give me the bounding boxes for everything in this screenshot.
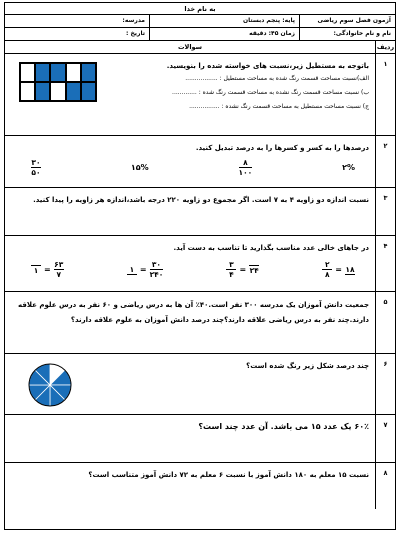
question-row-7	[5, 415, 395, 463]
question-row-2	[5, 136, 395, 188]
question-number: ۶	[375, 354, 395, 414]
denominator: ۲۴	[249, 265, 259, 275]
denominator: ۷	[56, 270, 62, 279]
shaded-circle	[27, 362, 73, 408]
shaded-cell	[66, 82, 81, 101]
header-row-2	[5, 28, 395, 41]
questions-column-label: سوالات	[177, 43, 203, 51]
exam-sheet	[4, 2, 396, 530]
denominator: ۴	[229, 270, 234, 279]
percent-item: ۱۵%	[130, 162, 149, 172]
question-number: ۲	[375, 136, 395, 187]
question-row-3	[5, 188, 395, 236]
sub-question-a: الف)نسبت مساحت قسمت رنگ شده به مساحت مستطیل : .................	[185, 75, 369, 82]
empty-cell	[20, 63, 35, 82]
fraction	[54, 260, 64, 279]
empty-cell	[66, 63, 81, 82]
question-number: ۸	[375, 463, 395, 509]
denominator: ۲۴۰	[149, 270, 164, 279]
question-text: نسبت اندازه دو زاویه ۴ به ۷ است. اگر مجموع دو زاویه ۲۲۰ درجه باشد،اندازه هر زاویه را پیدا کنید.	[33, 196, 369, 204]
sub-question-b: ب) نسبت مساحت قسمت رنگ نشده به مساحت قسمت رنگ شده : .............	[172, 89, 369, 96]
student-name-label: نام و نام خانوادگی:	[333, 30, 391, 37]
fraction	[226, 260, 236, 279]
question-text: نسبت ۱۵ معلم به ۱۸۰ دانش آموز با نسبت ۶ معلم به ۷۲ دانش آموز متناسب است؟	[88, 471, 369, 479]
numerator: ۶۳	[54, 260, 64, 269]
question-row-4	[5, 236, 395, 292]
question-number: ۴	[375, 236, 395, 291]
shaded-rectangle	[19, 62, 97, 102]
question-text: باتوجه به مستطیل زیر،نسبت های خواسته شده را بنویسید.	[166, 62, 369, 70]
row-column-label: ردیف	[376, 43, 395, 51]
numerator: ۱	[129, 264, 135, 274]
fraction	[127, 265, 137, 275]
question-text: چند درصد شکل زیر رنگ شده است؟	[246, 362, 369, 370]
question-number: ۵	[375, 292, 395, 353]
empty-cell	[50, 82, 65, 101]
sub-question-c: ج) نسبت مساحت مستطیل به مساحت قسمت رنگ نشده : ................	[189, 103, 369, 110]
denominator: ۸	[325, 270, 330, 279]
numerator: ۲	[325, 260, 330, 269]
percent-item: ۲%	[342, 162, 355, 172]
fraction	[31, 265, 41, 275]
school-label: مدرسه:	[5, 15, 150, 27]
question-number: ۳	[375, 188, 395, 235]
question-row-8	[5, 463, 395, 509]
question-row-6	[5, 354, 395, 415]
question-text: درصدها را به کسر و کسرها را به درصد تبدیل کنید.	[195, 144, 369, 152]
shaded-cell	[35, 82, 50, 101]
duration-label: زمان ۴۵: دقیقه	[150, 28, 300, 40]
proportion-item: $\frac{۲}{۸}$ = ۱۸	[322, 260, 355, 279]
shaded-cell	[35, 63, 50, 82]
question-number: ۷	[375, 415, 395, 462]
shaded-cell	[81, 63, 96, 82]
grade-label: پایه: پنجم دبستان	[150, 15, 300, 27]
question-text: ۶۰٪ یک عدد ۱۵ می باشد. آن عدد چند است؟	[198, 422, 369, 431]
fraction	[322, 260, 332, 279]
proportion-item: ۱ = $\frac{۳۰}{۲۴۰}$	[127, 260, 163, 279]
shaded-cell	[81, 82, 96, 101]
exam-title: آزمون فصل سوم ریاضی	[317, 17, 391, 24]
question-number: ۱	[375, 54, 395, 135]
question-row-1	[5, 54, 395, 136]
proportion-item: $\frac{۳}{۴}$ = ۲۴	[226, 260, 259, 279]
numerator: ۱۸	[345, 264, 355, 274]
empty-cell	[20, 82, 35, 101]
question-row-5	[5, 292, 395, 354]
numerator: ۳	[229, 260, 234, 269]
fraction	[249, 265, 259, 275]
fraction-item: $\frac{۳۰}{۵۰}$	[31, 158, 41, 177]
question-text: جمعیت دانش آموزان یک مدرسه ۳۰۰ نفر است.۴۰٪ آن ها به درس ریاضی و ۶۰ نفر به درس علوم علاقه دارند.چند نفر به درس ریاضی علاقه دارند؟چند درصد دانش آموزان به علوم علاقه دارند؟	[18, 301, 369, 324]
numerator: ۳۰	[151, 260, 162, 269]
fraction-item: $\frac{۸}{۱۰۰}$	[238, 158, 253, 177]
column-header	[5, 41, 395, 54]
denominator: ۱	[33, 265, 39, 275]
top-title: به نام خدا	[5, 3, 395, 15]
header-row-1	[5, 15, 395, 28]
fraction	[150, 260, 164, 279]
shaded-cell	[50, 63, 65, 82]
fraction	[345, 265, 355, 275]
date-label: تاریخ :	[5, 28, 150, 40]
question-text: در جاهای خالی عدد مناسب بگذارید تا تناسب به دست آید.	[173, 244, 369, 252]
proportion-item: ۱ = $\frac{۶۳}{۷}$	[31, 260, 64, 279]
